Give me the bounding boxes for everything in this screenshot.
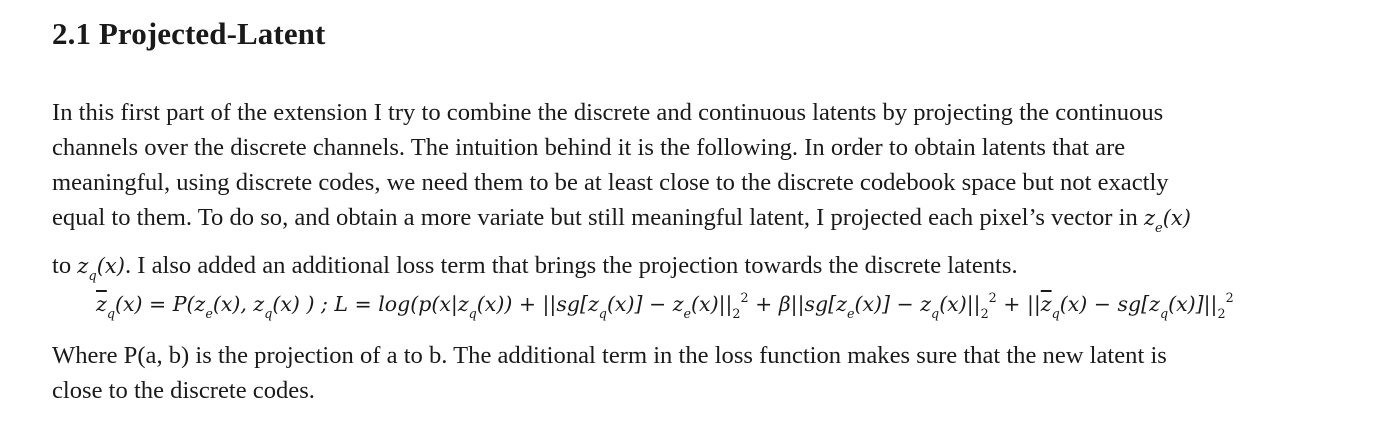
eq-sub: e <box>683 305 692 321</box>
eq-norm-sub: 2 <box>1217 305 1226 321</box>
eq-text: (x)] − z <box>854 292 932 316</box>
math-arg: (x) <box>96 254 125 278</box>
eq-text: (x)|| <box>691 292 733 316</box>
eq-text: (x), z <box>212 292 265 316</box>
line-5-prefix: to <box>52 252 72 279</box>
eq-text: (x) = P(z <box>114 292 206 316</box>
loss-equation <box>96 290 1234 321</box>
paragraph-1-line-4 <box>52 201 1191 239</box>
math-var: z <box>1143 206 1156 230</box>
eq-lhs-var: $\overline{z}$ <box>96 292 107 316</box>
paragraph-1-line-5 <box>52 249 1018 287</box>
paragraph-1-line-3: meaningful, using discrete codes, we need them to be at least close to the discrete codebook space but not exactly <box>52 169 1169 196</box>
eq-sub: q <box>1159 305 1169 321</box>
eq-text: (x) ) ; L = log(p(x|z <box>272 292 469 316</box>
eq-norm-sup: 2 <box>740 290 749 306</box>
eq-sub: q <box>931 305 940 321</box>
math-arg: (x) <box>1162 206 1191 230</box>
paragraph-1-line-1: In this first part of the extension I try to combine the discrete and continuous latents by projecting the continuous <box>52 99 1164 126</box>
eq-sub: e <box>205 305 213 321</box>
eq-norm-sub: 2 <box>732 305 741 321</box>
eq-text: (x)] − z <box>606 292 684 316</box>
eq-text: + || <box>996 292 1041 316</box>
paragraph-2-line-2: close to the discrete codes. <box>52 377 315 404</box>
eq-sub: q <box>1051 305 1060 321</box>
eq-norm-sub: 2 <box>980 305 989 321</box>
eq-text: (x)]|| <box>1168 292 1218 316</box>
inline-math-zq <box>77 254 125 285</box>
paragraph-2-line-1: Where P(a, b) is the projection of a to b. The additional term in the loss function makes sure that the new latent is <box>52 342 1167 369</box>
math-sub: q <box>88 269 97 285</box>
eq-text: (x)|| <box>939 292 981 316</box>
eq-norm-sup: 2 <box>1225 290 1234 306</box>
eq-sub: q <box>598 305 607 321</box>
paragraph-1-line-4-text: equal to them. To do so, and obtain a more variate but still meaningful latent, I projected each pixel’s vector in <box>52 204 1138 231</box>
math-sub: e <box>1155 221 1163 237</box>
eq-norm-sup: 2 <box>988 290 997 306</box>
eq-text: + β||sg[z <box>748 292 847 316</box>
section-heading: 2.1 Projected-Latent <box>52 16 326 51</box>
eq-sub: q <box>468 305 477 321</box>
eq-sub: q <box>264 305 273 321</box>
eq-text: (x) − sg[z <box>1059 292 1160 316</box>
inline-math-ze <box>1143 206 1191 237</box>
eq-var: $\overline{z}$ <box>1040 292 1052 316</box>
eq-sub: e <box>846 305 855 321</box>
math-var: z <box>77 254 89 278</box>
paragraph-1-line-2: channels over the discrete channels. The intuition behind it is the following. In order to obtain latents that are <box>52 134 1126 161</box>
line-5-text: . I also added an additional loss term that brings the projection towards the discrete latents. <box>124 252 1018 279</box>
eq-sub: q <box>106 305 115 321</box>
eq-text: (x)) + ||sg[z <box>476 292 599 316</box>
